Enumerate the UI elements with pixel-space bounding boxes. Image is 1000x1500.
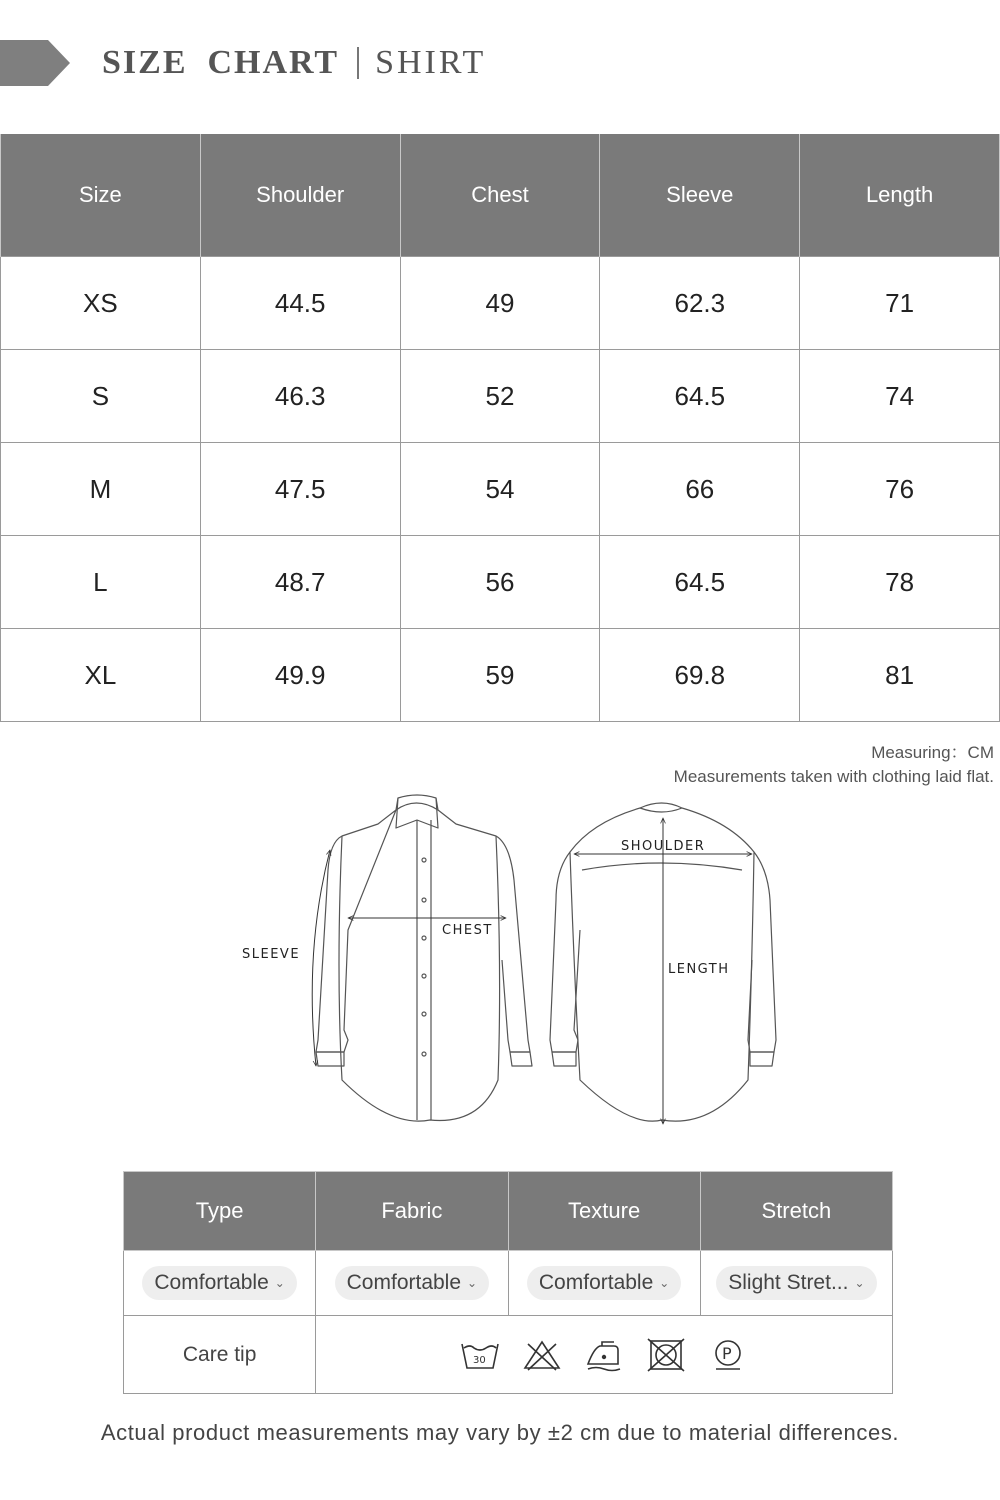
measurement-disclaimer: Actual product measurements may vary by ±2 cm due to material differences. xyxy=(100,1420,900,1445)
page-header xyxy=(0,40,1000,86)
no-tumble-dry-icon xyxy=(646,1338,686,1372)
chevron-down-icon: ⌄ xyxy=(659,1276,670,1290)
col-header-shoulder: Shoulder xyxy=(200,134,400,257)
professional-clean-p-icon xyxy=(708,1338,748,1372)
col-header-length: Length xyxy=(800,134,1000,257)
table-row xyxy=(1,629,1000,722)
sleeve-label: SLEEVE xyxy=(242,947,301,962)
col-header-sleeve: Sleeve xyxy=(600,134,800,257)
stretch-cell xyxy=(700,1251,892,1316)
table-cell: 64.5 xyxy=(600,350,800,443)
shoulder-label: SHOULDER xyxy=(621,839,706,854)
table-row xyxy=(1,536,1000,629)
chevron-down-icon: ⌄ xyxy=(854,1276,865,1290)
chevron-down-icon: ⌄ xyxy=(274,1276,285,1290)
attributes-table xyxy=(123,1171,893,1394)
attributes-header-row xyxy=(124,1172,893,1251)
texture-dropdown-value: Comfortable xyxy=(538,1271,654,1294)
table-cell: 74 xyxy=(800,350,1000,443)
title-word-chart: CHART xyxy=(207,44,340,81)
table-cell: 69.8 xyxy=(600,629,800,722)
header-arrow-icon xyxy=(0,40,72,86)
table-cell: 76 xyxy=(800,443,1000,536)
size-table-header-row xyxy=(1,134,1000,257)
col-header-chest: Chest xyxy=(400,134,600,257)
fabric-cell xyxy=(316,1251,508,1316)
table-cell: 47.5 xyxy=(200,443,400,536)
shirt-measurement-diagram xyxy=(230,790,790,1140)
texture-cell xyxy=(508,1251,700,1316)
length-label: LENGTH xyxy=(668,962,730,977)
care-tip-label-cell xyxy=(124,1316,316,1394)
iron-low-icon xyxy=(584,1338,624,1372)
type-cell xyxy=(124,1251,316,1316)
col-header-stretch: Stretch xyxy=(700,1172,892,1251)
size-table xyxy=(0,134,1000,722)
wash-30-icon xyxy=(460,1338,500,1372)
title-separator xyxy=(357,47,359,79)
care-icons-cell xyxy=(316,1316,893,1394)
no-bleach-icon xyxy=(522,1338,562,1372)
type-dropdown-value: Comfortable xyxy=(154,1271,269,1294)
table-row xyxy=(1,350,1000,443)
table-cell: 48.7 xyxy=(200,536,400,629)
table-cell: XL xyxy=(1,629,201,722)
table-cell: 49.9 xyxy=(200,629,400,722)
page-subtitle: SHIRT xyxy=(375,44,487,81)
table-cell: 56 xyxy=(400,536,600,629)
wash-temp-label: 30 xyxy=(473,1354,486,1366)
table-cell: 49 xyxy=(400,257,600,350)
page-title xyxy=(102,44,486,82)
col-header-size: Size xyxy=(1,134,201,257)
unit-note: Measuring：CM xyxy=(871,743,994,762)
chest-label: CHEST xyxy=(442,923,493,938)
attributes-value-row xyxy=(124,1251,893,1316)
table-cell: 44.5 xyxy=(200,257,400,350)
table-row xyxy=(1,257,1000,350)
table-cell: S xyxy=(1,350,201,443)
fabric-dropdown-value: Comfortable xyxy=(346,1271,462,1294)
table-cell: 59 xyxy=(400,629,600,722)
stretch-dropdown[interactable] xyxy=(716,1266,876,1300)
table-cell: 71 xyxy=(800,257,1000,350)
col-header-type: Type xyxy=(124,1172,316,1251)
table-cell: 78 xyxy=(800,536,1000,629)
care-icons xyxy=(316,1338,892,1372)
table-cell: 64.5 xyxy=(600,536,800,629)
chevron-down-icon: ⌄ xyxy=(467,1276,478,1290)
fabric-dropdown[interactable] xyxy=(335,1266,489,1300)
table-cell: 81 xyxy=(800,629,1000,722)
table-cell: 66 xyxy=(600,443,800,536)
dry-clean-letter: P xyxy=(722,1343,732,1363)
texture-dropdown[interactable] xyxy=(527,1266,681,1300)
col-header-fabric: Fabric xyxy=(316,1172,508,1251)
flat-measure-note: Measurements taken with clothing laid flat. xyxy=(673,767,994,786)
table-cell: L xyxy=(1,536,201,629)
type-dropdown[interactable] xyxy=(142,1266,296,1300)
col-header-texture: Texture xyxy=(508,1172,700,1251)
table-cell: 54 xyxy=(400,443,600,536)
care-tip-label: Care tip xyxy=(182,1342,257,1366)
table-cell: M xyxy=(1,443,201,536)
table-row xyxy=(1,443,1000,536)
table-cell: 46.3 xyxy=(200,350,400,443)
shirt-front-drawing xyxy=(316,795,532,1121)
stretch-dropdown-value: Slight Stret... xyxy=(728,1271,849,1294)
care-tip-row xyxy=(124,1316,893,1394)
table-cell: 52 xyxy=(400,350,600,443)
title-word-size: SIZE xyxy=(102,44,188,81)
table-cell: 62.3 xyxy=(600,257,800,350)
table-cell: XS xyxy=(1,257,201,350)
